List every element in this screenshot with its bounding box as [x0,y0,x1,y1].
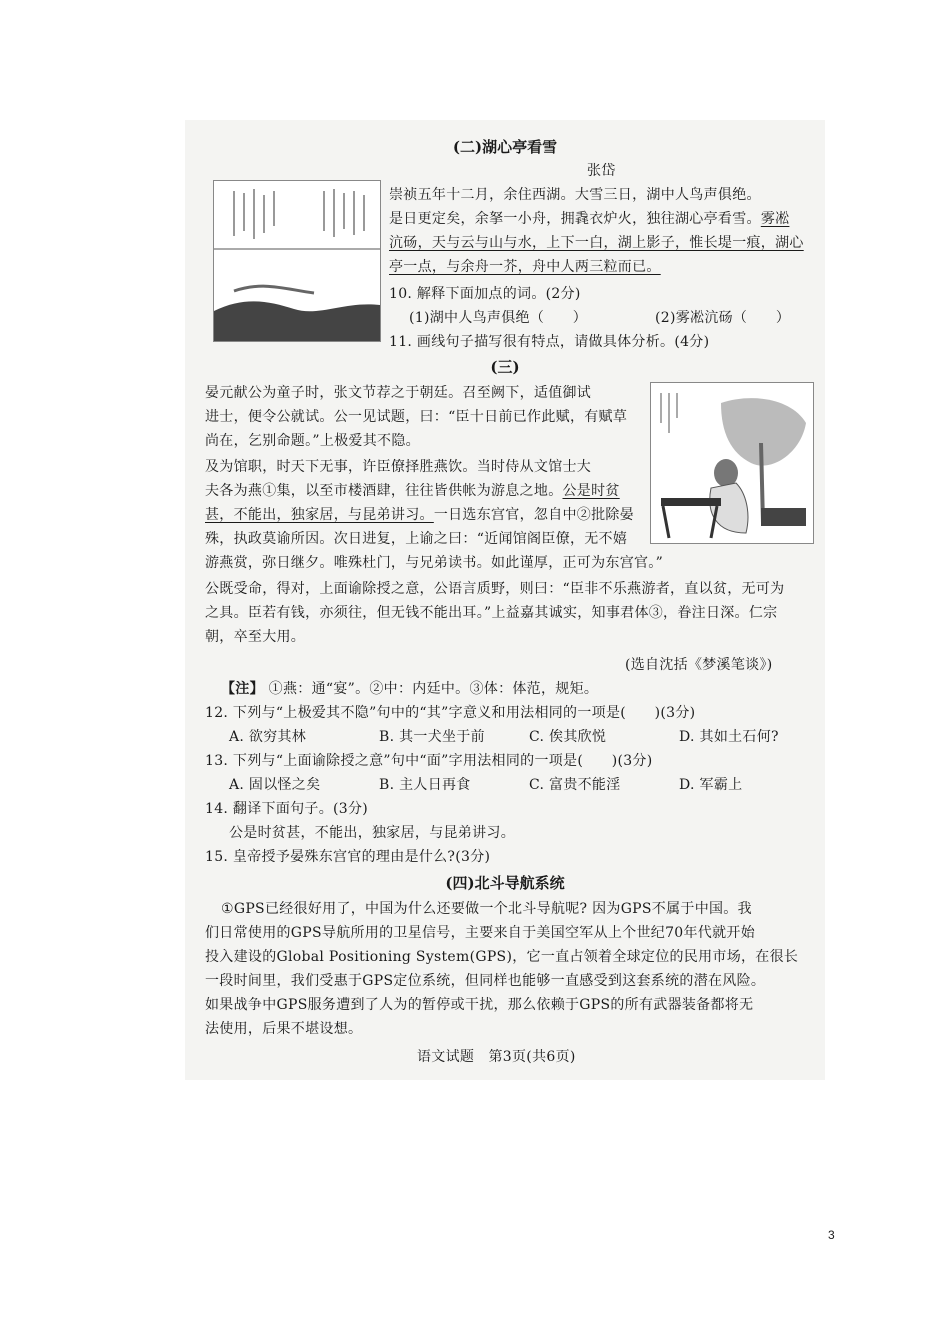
q13: 13. 下列与“上面谕除授之意”句中“面”字用法相同的一项是( )(3分) [205,753,653,769]
section4-line-4: 一段时间里，我们受惠于GPS定位系统，但同样也能够一直感受到这套系统的潜在风险。 [205,973,766,989]
section3-p1-line-3: 尚在，乞别命题。”上极爱其不隐。 [205,433,420,449]
q10-a: (1)湖中人鸟声俱绝（ ） [409,310,588,326]
section2-line-3: 沆砀，天与云与山与水，上下一白，湖上影子，惟长堤一痕，湖心 [389,235,804,251]
section4-title: (四)北斗导航系统 [445,874,565,892]
landscape-painting [213,180,381,342]
q14: 14. 翻译下面句子。(3分) [205,801,369,817]
section3-source: (选自沈括《梦溪笔谈》) [625,657,773,673]
section4-line-1: ①GPS已经很好用了，中国为什么还要做一个北斗导航呢? 因为GPS不属于中国。我 [221,901,752,917]
q13-options: A. 固以怪之矣 B. 主人日再食 C. 富贵不能淫 D. 军霸上 [229,777,743,793]
section3-p2-line-1: 及为馆职，时天下无事，许臣僚择胜燕饮。当时侍从文馆士大 [205,459,592,475]
section4-line-2: 们日常使用的GPS导航所用的卫星信号，主要来自于美国空军从上个世纪70年代就开始 [205,925,756,941]
q10: 10. 解释下面加点的词。(2分) [389,286,581,302]
page-number: 3 [828,1228,835,1242]
section4-line-6: 法使用，后果不堪设想。 [205,1021,363,1037]
scholar-illustration [650,382,814,544]
section2-line-2: 是日更定矣，余拏一小舟，拥毳衣炉火，独往湖心亭看雪。雾凇 [389,211,790,227]
section3-p3-line-3: 朝，卒至大用。 [205,629,306,645]
q15: 15. 皇帝授予晏殊东宫官的理由是什么?(3分) [205,849,491,865]
section2-line-4: 亭一点，与余舟一芥，舟中人两三粒而已。 [389,259,661,275]
page-footer: 语文试题 第3页(共6页) [417,1049,576,1065]
section3-p1-line-2: 进士，便令公就试。公一见试题，曰：“臣十日前已作此赋，有赋草 [205,409,628,425]
section3-title: (三) [490,358,520,376]
q12: 12. 下列与“上极爱其不隐”句中的“其”字意义和用法相同的一项是( )(3分) [205,705,696,721]
section4-line-5: 如果战争中GPS服务遭到了人为的暂停或干扰，那么依赖于GPS的所有武器装备都将无 [205,997,754,1013]
q14-sentence: 公是时贫甚，不能出，独家居，与昆弟讲习。 [229,825,515,841]
q10-b: (2)雾凇沆砀（ ） [655,310,791,326]
section3-p2-line-4: 殊，执政莫谕所因。次日进复，上谕之曰：“近闻馆阁臣僚，无不嬉 [205,531,628,547]
section2-author: 张岱 [587,163,616,179]
section3-p3-line-2: 之具。臣若有钱，亦须往，但无钱不能出耳。”上益嘉其诚实，知事君体③，眷注日深。仁宗 [205,605,778,621]
section4-line-3: 投入建设的Global Positioning System(GPS)，它一直占领着全球定位的民用市场，在很长 [205,949,799,965]
section3-p2-line-3: 甚，不能出，独家居，与昆弟讲习。一日选东宫官，忽自中②批除晏 [205,507,635,523]
section2-title: (二)湖心亭看雪 [452,138,558,156]
section3-p1-line-1: 晏元献公为童子时，张文节荐之于朝廷。召至阙下，适值御试 [205,385,592,401]
section3-p3-line-1: 公既受命，得对，上面谕除授之意，公语言质野，则曰：“臣非不乐燕游者，直以贫，无可为 [205,581,785,597]
section3-p2-line-5: 游燕赏，弥日继夕。唯殊杜门，与兄弟读书。如此谨厚，正可为东宫官。” [205,555,664,571]
q11: 11. 画线句子描写很有特点，请做具体分析。(4分) [389,334,710,350]
painting-svg [214,181,380,341]
section2-line-1: 崇祯五年十二月，余住西湖。大雪三日，湖中人鸟声俱绝。 [389,187,761,203]
q12-options: A. 欲穷其林 B. 其一犬坐于前 C. 俟其欣悦 D. 其如土石何? [229,729,779,745]
illustration-svg [651,383,813,543]
scanned-page [185,120,825,1080]
section3-p2-line-2: 夫各为燕①集，以至市楼酒肆，往往皆供帐为游息之地。公是时贫 [205,483,620,499]
section3-note: 【注】 ①燕：通“宴”。②中：内廷中。③体：体范，规矩。 [221,681,599,697]
